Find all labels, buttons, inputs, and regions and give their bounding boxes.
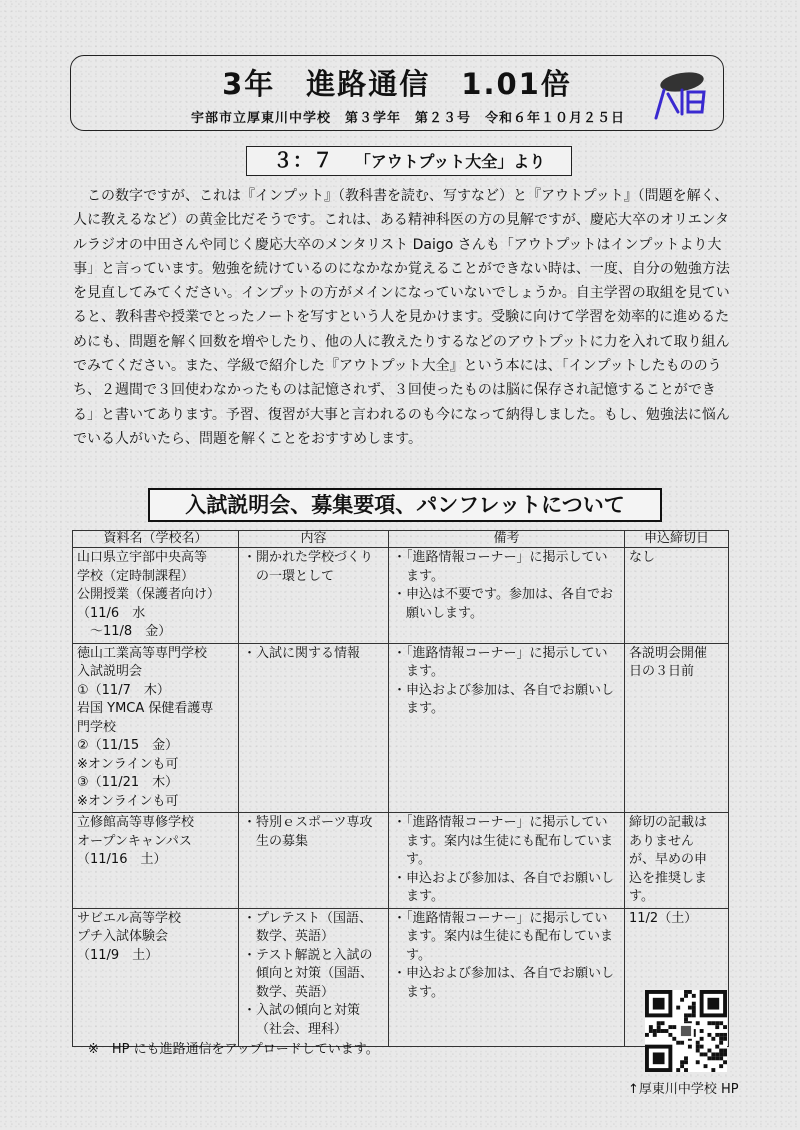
remarks-line: ・「進路情報コーナー」に掲示しています。 [393,645,608,679]
school-name-line: （11/6 水 [77,605,146,621]
school-name-line: ※オンラインも可 [77,793,179,809]
school-name-line: （11/16 土） [77,852,167,867]
newsletter-title: 3年 進路通信 1.01倍 [222,67,572,101]
header-deadline: 申込締切日 [625,531,729,548]
brush-character-logo-icon [648,60,710,122]
deadline-line: なし [629,550,656,565]
content-cell [239,813,389,909]
table-row [73,813,729,909]
school-name-line: 立修館高等専修学校 [77,815,195,830]
qr-caption: ↑厚東川中学校 HP [628,1082,739,1097]
qr-center-logo [681,1026,691,1036]
hp-upload-note: ※ HP にも進路通信をアップロードしています。 [88,1042,379,1057]
remarks-cell [389,908,625,1046]
school-name-line: プチ入試体験会 [77,929,169,944]
header-content: 内容 [239,531,389,548]
table-header-row [73,531,729,548]
article-paragraph: この数字ですが、これは『インプット』（教科書を読む、写すなど）と『アウトプット』（問題を解く、人に教えるなど）の黄金比だそうです。これは、ある精神科医の方の見解ですが、慶応大卒のオリエンタルラジオの中田さんや同じく慶応大卒のメンタリスト Daigo さんも「アウトプットはインプットより大事」と言っています。勉強を続けているのになかなか覚えることができない時は、一度、自分の勉強方法を見直してみてください。インプットの方がメインになっていないでしょうか。自主学習の取組を見ていると、教科書や授業でとったノートを写すという人を見かけます。受験に向けて学習を効率的に進めるためにも、問題を解く回数を増やしたり、他の人に教えたりするなどのアウトプットに力を入れて取り組んでみてください。また、学級で紹介した『アウトプット大全』という本には、「インプットしたもののうち、２週間で３回使わなかったものは記憶されず、３回使ったものは脳に保存され記憶することができる」と書いてあります。予習、復習が大事と言われるのも今になって納得しました。もし、勉強法に悩んでいる人がいたら、問題を解くことをおすすめします。 [73,188,730,447]
deadline-cell [625,813,729,909]
ratio-heading-box [246,146,572,176]
deadline-line: 日の３日前 [629,664,695,679]
header-name: 資料名（学校名） [73,531,239,548]
remarks-line: ・申込および参加は、各自でお願いします。 [393,966,615,1000]
school-name-cell [73,643,239,813]
deadline-line: ありません [629,833,695,849]
content-line: ・特別ｅスポーツ専攻生の募集 [243,815,373,849]
school-name-line: サビエル高等学校 [77,910,182,926]
content-line: ・入試に関する情報 [243,645,361,661]
school-name-cell [73,548,239,644]
content-line: ・テスト解説と入試の傾向と対策（国語、数学、英語） [243,947,374,1000]
deadline-line: 締切の記載は [629,815,708,830]
deadline-cell [625,643,729,813]
deadline-line: が、早めの申 [629,852,708,867]
school-name-line: 岩国 YMCA 保健看護専 [77,701,214,716]
newsletter-header [70,55,724,131]
remarks-cell [389,643,625,813]
content-line: ・開かれた学校づくりの一環として [243,550,374,584]
school-name-cell [73,813,239,909]
school-name-line: 入試説明会 [77,664,143,679]
deadline-line: 各説明会開催 [629,645,708,661]
section-heading-entrance-info: 入試説明会、募集要項、パンフレットについて [148,488,662,522]
school-name-line: 徳山工業高等専門学校 [77,645,208,661]
table-row [73,643,729,813]
remarks-line: ・「進路情報コーナー」に掲示しています。 [393,550,608,584]
header-remarks: 備考 [389,531,625,548]
school-name-line: ①（11/7 木） [77,682,170,698]
ratio-heading-text: 「アウトプット大全」より [354,152,546,171]
content-cell [239,908,389,1046]
school-name-line: ～11/8 金） [77,624,172,639]
remarks-cell [389,813,625,909]
deadline-line: 11/2（土） [629,910,698,926]
school-name-line: 門学校 [77,719,117,735]
school-name-line: ③（11/21 木） [77,775,179,790]
remarks-line: ・「進路情報コーナー」に掲示しています。案内は生徒にも配布しています。 [393,910,613,963]
ratio-text: ３：７ [272,148,333,172]
school-name-cell [73,908,239,1046]
school-name-line: （11/9 土） [77,947,159,963]
school-name-line: 山口県立宇部中央高等 [77,550,208,565]
school-name-line: 公開授業（保護者向け） [77,587,221,602]
school-name-line: オープンキャンパス [77,833,192,849]
remarks-line: ・申込および参加は、各自でお願いします。 [393,682,615,716]
school-name-line: ※オンラインも可 [77,756,179,772]
content-cell [239,643,389,813]
school-name-line: 学校（定時制課程） [77,568,195,584]
content-line: ・入試の傾向と対策（社会、理科） [243,1003,361,1037]
content-cell [239,548,389,644]
school-name-line: ②（11/15 金） [77,738,179,753]
remarks-line: ・「進路情報コーナー」に掲示しています。案内は生徒にも配布しています。 [393,815,613,867]
newsletter-subtitle: 宇部市立厚東川中学校 第３学年 第２３号 令和６年１０月２５日 [191,111,626,126]
school-events-table [72,530,729,1047]
remarks-line: ・申込および参加は、各自でお願いします。 [393,870,615,904]
remarks-cell [389,548,625,644]
remarks-line: ・申込は不要です。参加は、各自でお願いします。 [393,587,613,621]
qr-code-icon[interactable] [645,990,727,1072]
table-row [73,908,729,1046]
deadline-cell [625,548,729,644]
content-line: ・プレテスト（国語、数学、英語） [243,910,372,944]
deadline-line: 込を推奨しま [629,870,708,886]
deadline-line: す。 [629,889,654,904]
table-row [73,548,729,644]
